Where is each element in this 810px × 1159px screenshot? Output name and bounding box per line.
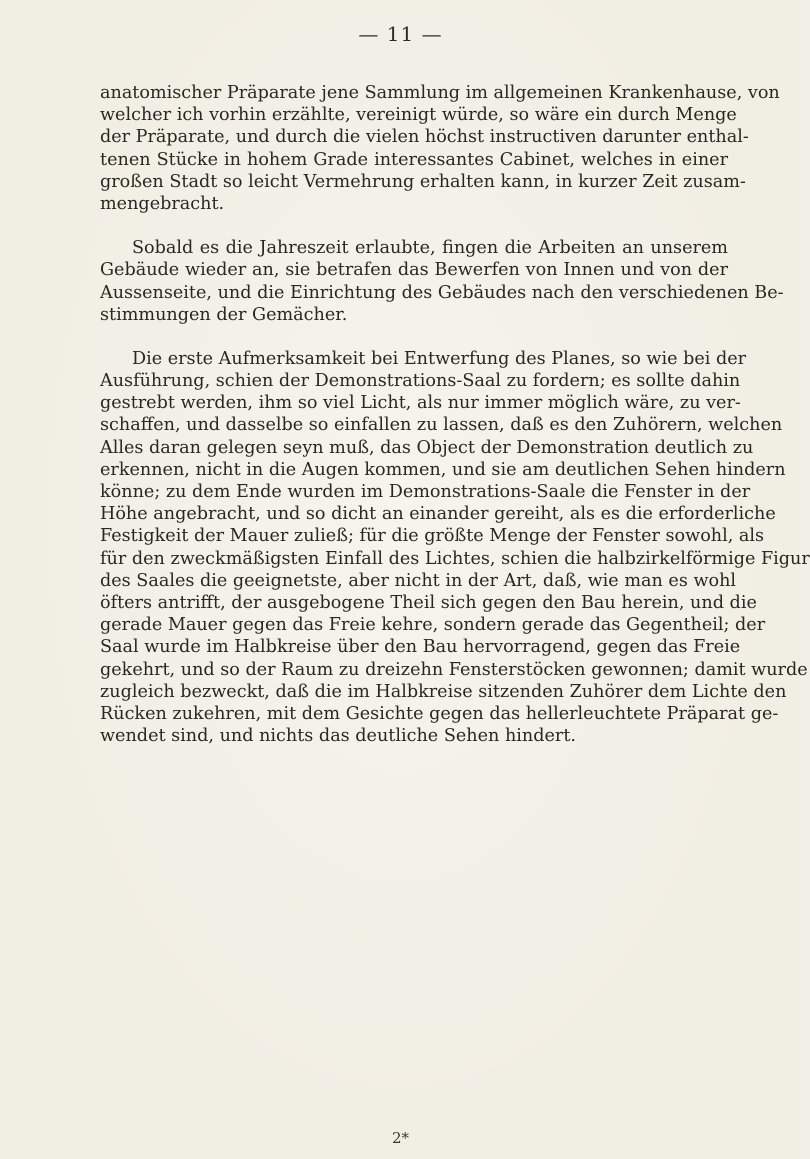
paragraph-3 — [100, 348, 810, 747]
text-line: Saal wurde im Halbkreise über den Bau hervorragend, gegen das Freie — [100, 637, 741, 658]
text-line: Gebäude wieder an, sie betrafen das Bewerfen von Innen und von der — [100, 260, 728, 281]
page-number-header: — 11 — — [358, 22, 443, 46]
text-line: Festigkeit der Mauer zuließ; für die größte Menge der Fenster sowohl, als — [100, 526, 765, 547]
text-line: mengebracht. — [100, 193, 225, 214]
text-line: gekehrt, und so der Raum zu dreizehn Fensterstöcken gewonnen; damit wurde — [100, 659, 808, 680]
text-line: tenen Stücke in hohem Grade interessantes Cabinet, welches in einer — [100, 149, 728, 170]
text-line: welcher ich vorhin erzählte, vereinigt würde, so wäre ein durch Menge — [100, 105, 737, 126]
text-line: zugleich bezweckt, daß die im Halbkreise sitzenden Zuhörer dem Lichte den — [100, 681, 787, 702]
text-line: schaffen, und dasselbe so einfallen zu lassen, daß es den Zuhörern, welchen — [100, 415, 783, 436]
text-line: Rücken zukehren, mit dem Gesichte gegen das hellerleuchtete Präparat ge- — [100, 703, 779, 724]
signature-mark: 2* — [391, 1129, 410, 1147]
text-line: wendet sind, und nichts das deutliche Sehen hindert. — [100, 726, 576, 747]
paragraph-1 — [100, 82, 780, 215]
text-line: gerade Mauer gegen das Freie kehre, sondern gerade das Gegentheil; der — [100, 615, 766, 636]
text-line: Die erste Aufmerksamkeit bei Entwerfung des Planes, so wie bei der — [132, 348, 747, 369]
text-line: gestrebt werden, ihm so viel Licht, als nur immer möglich wäre, zu ver- — [100, 393, 741, 414]
text-line: Höhe angebracht, und so dicht an einander gereiht, als es die erforderliche — [100, 504, 776, 525]
text-line: könne; zu dem Ende wurden im Demonstrations-Saale die Fenster in der — [100, 482, 751, 502]
text-line: für den zweckmäßigsten Einfall des Lichtes, schien die halbzirkelförmige Figur — [100, 548, 810, 569]
text-line: anatomischer Präparate jene Sammlung im allgemeinen Krankenhause, von — [100, 83, 780, 103]
paragraph-2 — [100, 237, 784, 326]
text-line: stimmungen der Gemächer. — [100, 304, 348, 325]
text-line: der Präparate, und durch die vielen höchst instructiven darunter enthal- — [100, 127, 749, 148]
text-line: Aussenseite, und die Einrichtung des Gebäudes nach den verschiedenen Be- — [100, 282, 784, 303]
text-line: erkennen, nicht in die Augen kommen, und sie am deutlichen Sehen hindern — [100, 459, 786, 480]
body-text — [100, 82, 810, 747]
text-line: öfters antrifft, der ausgebogene Theil sich gegen den Bau herein, und die — [100, 592, 757, 613]
text-line: des Saales die geeignetste, aber nicht in der Art, daß, wie man es wohl — [100, 570, 737, 591]
text-line: großen Stadt so leicht Vermehrung erhalten kann, in kurzer Zeit zusam- — [100, 171, 746, 192]
text-line: Sobald es die Jahreszeit erlaubte, fingen die Arbeiten an unserem — [132, 238, 728, 259]
text-line: Ausführung, schien der Demonstrations-Saal zu fordern; es sollte dahin — [100, 371, 741, 392]
text-line: Alles daran gelegen seyn muß, das Object der Demonstration deutlich zu — [100, 437, 754, 458]
